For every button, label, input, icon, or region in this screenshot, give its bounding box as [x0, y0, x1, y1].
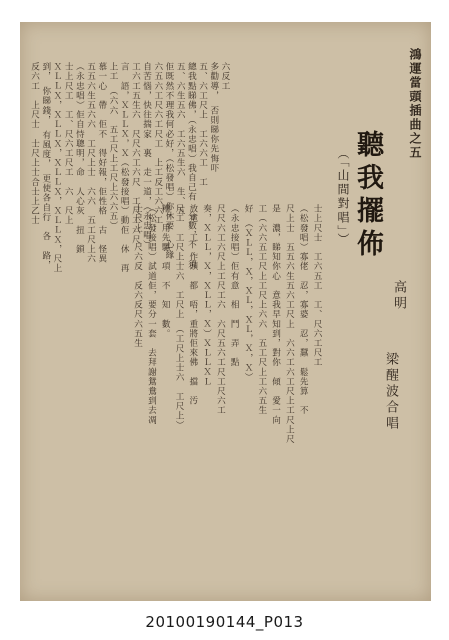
document-page — [20, 22, 431, 601]
lyric-column: 慕一心 帶 佢不 得好報，佢性格 古 怪異 — [96, 62, 107, 264]
lyric-column: 糟，用先驅 項 不 知 數。 — [160, 204, 171, 339]
lyric-column: 反六工 上尺士 士尺上士合士上乙士 — [29, 62, 40, 226]
lyric-column: （松發接唱）試道佢，要分一套 去拜謝鴛鴦到去凋 — [146, 204, 157, 425]
lyric-column: 是 濃，睇知你心 意我早知到，對你 傾 愛一向 — [270, 204, 281, 425]
lyric-column: 士尺上 尺六反 反六反尺六五生 — [132, 204, 143, 348]
lyric-column: 自苦惱，快往揣家 裏 走一道，（永忠唱） — [141, 62, 152, 250]
lyric-column: 好 （ＸＬＬ，Ｘ，ＸＬ，ＸＬ，Ｘ，Ｘ） — [243, 204, 253, 383]
lyric-column: 上工 （六六 五工尺上工尺上六六五） — [107, 62, 118, 231]
lyric-column: （永忠接唱）佢有意 相 鬥 弄 點 — [229, 204, 240, 368]
lyric-column: （松發唱）寡佬 忍，寡婆 忍，蠶 鬆先算 不 — [298, 204, 309, 416]
lyric-column: 工六工五生六 尺尺六工六尺 工尺工六尺 — [130, 62, 141, 245]
lyric-column: 總我點睇佛，（永忠唱）我自己有 分數，不 須 — [186, 62, 197, 269]
archive-caption: 20100190144_P013 — [145, 613, 304, 631]
lyric-column: 五、六生五六 工六五生六 生、五 — [175, 62, 186, 216]
lyric-column: 士上尺工 工、尺六工尺工 六 尺上 — [63, 62, 74, 226]
performers: 梁醒波合唱 — [383, 352, 398, 432]
lyric-column: ＸＬＬＸ，ＸＬＬＸ，ＸＬＬＸ，ＸＬＬＸ，尺上 — [51, 62, 62, 274]
lyric-column: 六反工 — [219, 62, 230, 91]
lyric-column: 工（六六五工尺上工尺上六六 五工尺上工六五生 — [256, 204, 267, 416]
lyric-column: 五五六生五六六 工尺上士 六六 五工尺上六 — [85, 62, 96, 264]
lyric-column: 六五六工尺六工尺工 上工反工六六工 — [152, 62, 163, 226]
lyric-column: 放電 工 作頭 都 唔，重將佢來佛 擋 汚 — [187, 204, 198, 406]
lyric-column: 佢既然不理我何必好，（松發唱）你休要 心緣 — [163, 62, 174, 260]
subtitle: （「山間對唱」） — [336, 147, 350, 247]
lyric-column: （永忠唱）佢自恃聰明，命 人心灰 扭 鎖 — [74, 62, 85, 254]
lyric-column: 尺上士 五五六生五六工尺上 六六工六工尺上工尺上尺 — [284, 204, 295, 444]
lyric-column: 多勸導， 否則睇你先悔吓 — [208, 62, 219, 173]
lyric-column: 奏，ＸＬＬ，Ｘ，ＸＬＬ，Ｘ）ＸＬＬＸＬ — [201, 204, 212, 387]
lyric-column: 五、六工尺上 工六六工 工 — [197, 62, 208, 187]
lyric-column: 士上尺士 工六五工 工、尺六工尺工 — [312, 204, 322, 368]
lyric-column: 到， 你睇錢， 有風度， 更使各自行 各 路， — [40, 62, 51, 270]
lyric-column: 尺尺六工六尺上工尺工六 六尺五六工尺工尺六工 — [215, 204, 226, 416]
lyric-column: 言 語，ＸＬＬＸ，Ｘ（松發接唱）動佢 休 再 — [119, 62, 130, 274]
song-title: 聽我擺佈 — [352, 130, 383, 262]
lyric-column: 尺工 工尺上士六 工尺上 （工尺上士六 工尺上） — [174, 204, 184, 431]
series-title: 鴻運當頭插曲之五 — [408, 48, 422, 160]
author: 高明 — [391, 280, 406, 312]
